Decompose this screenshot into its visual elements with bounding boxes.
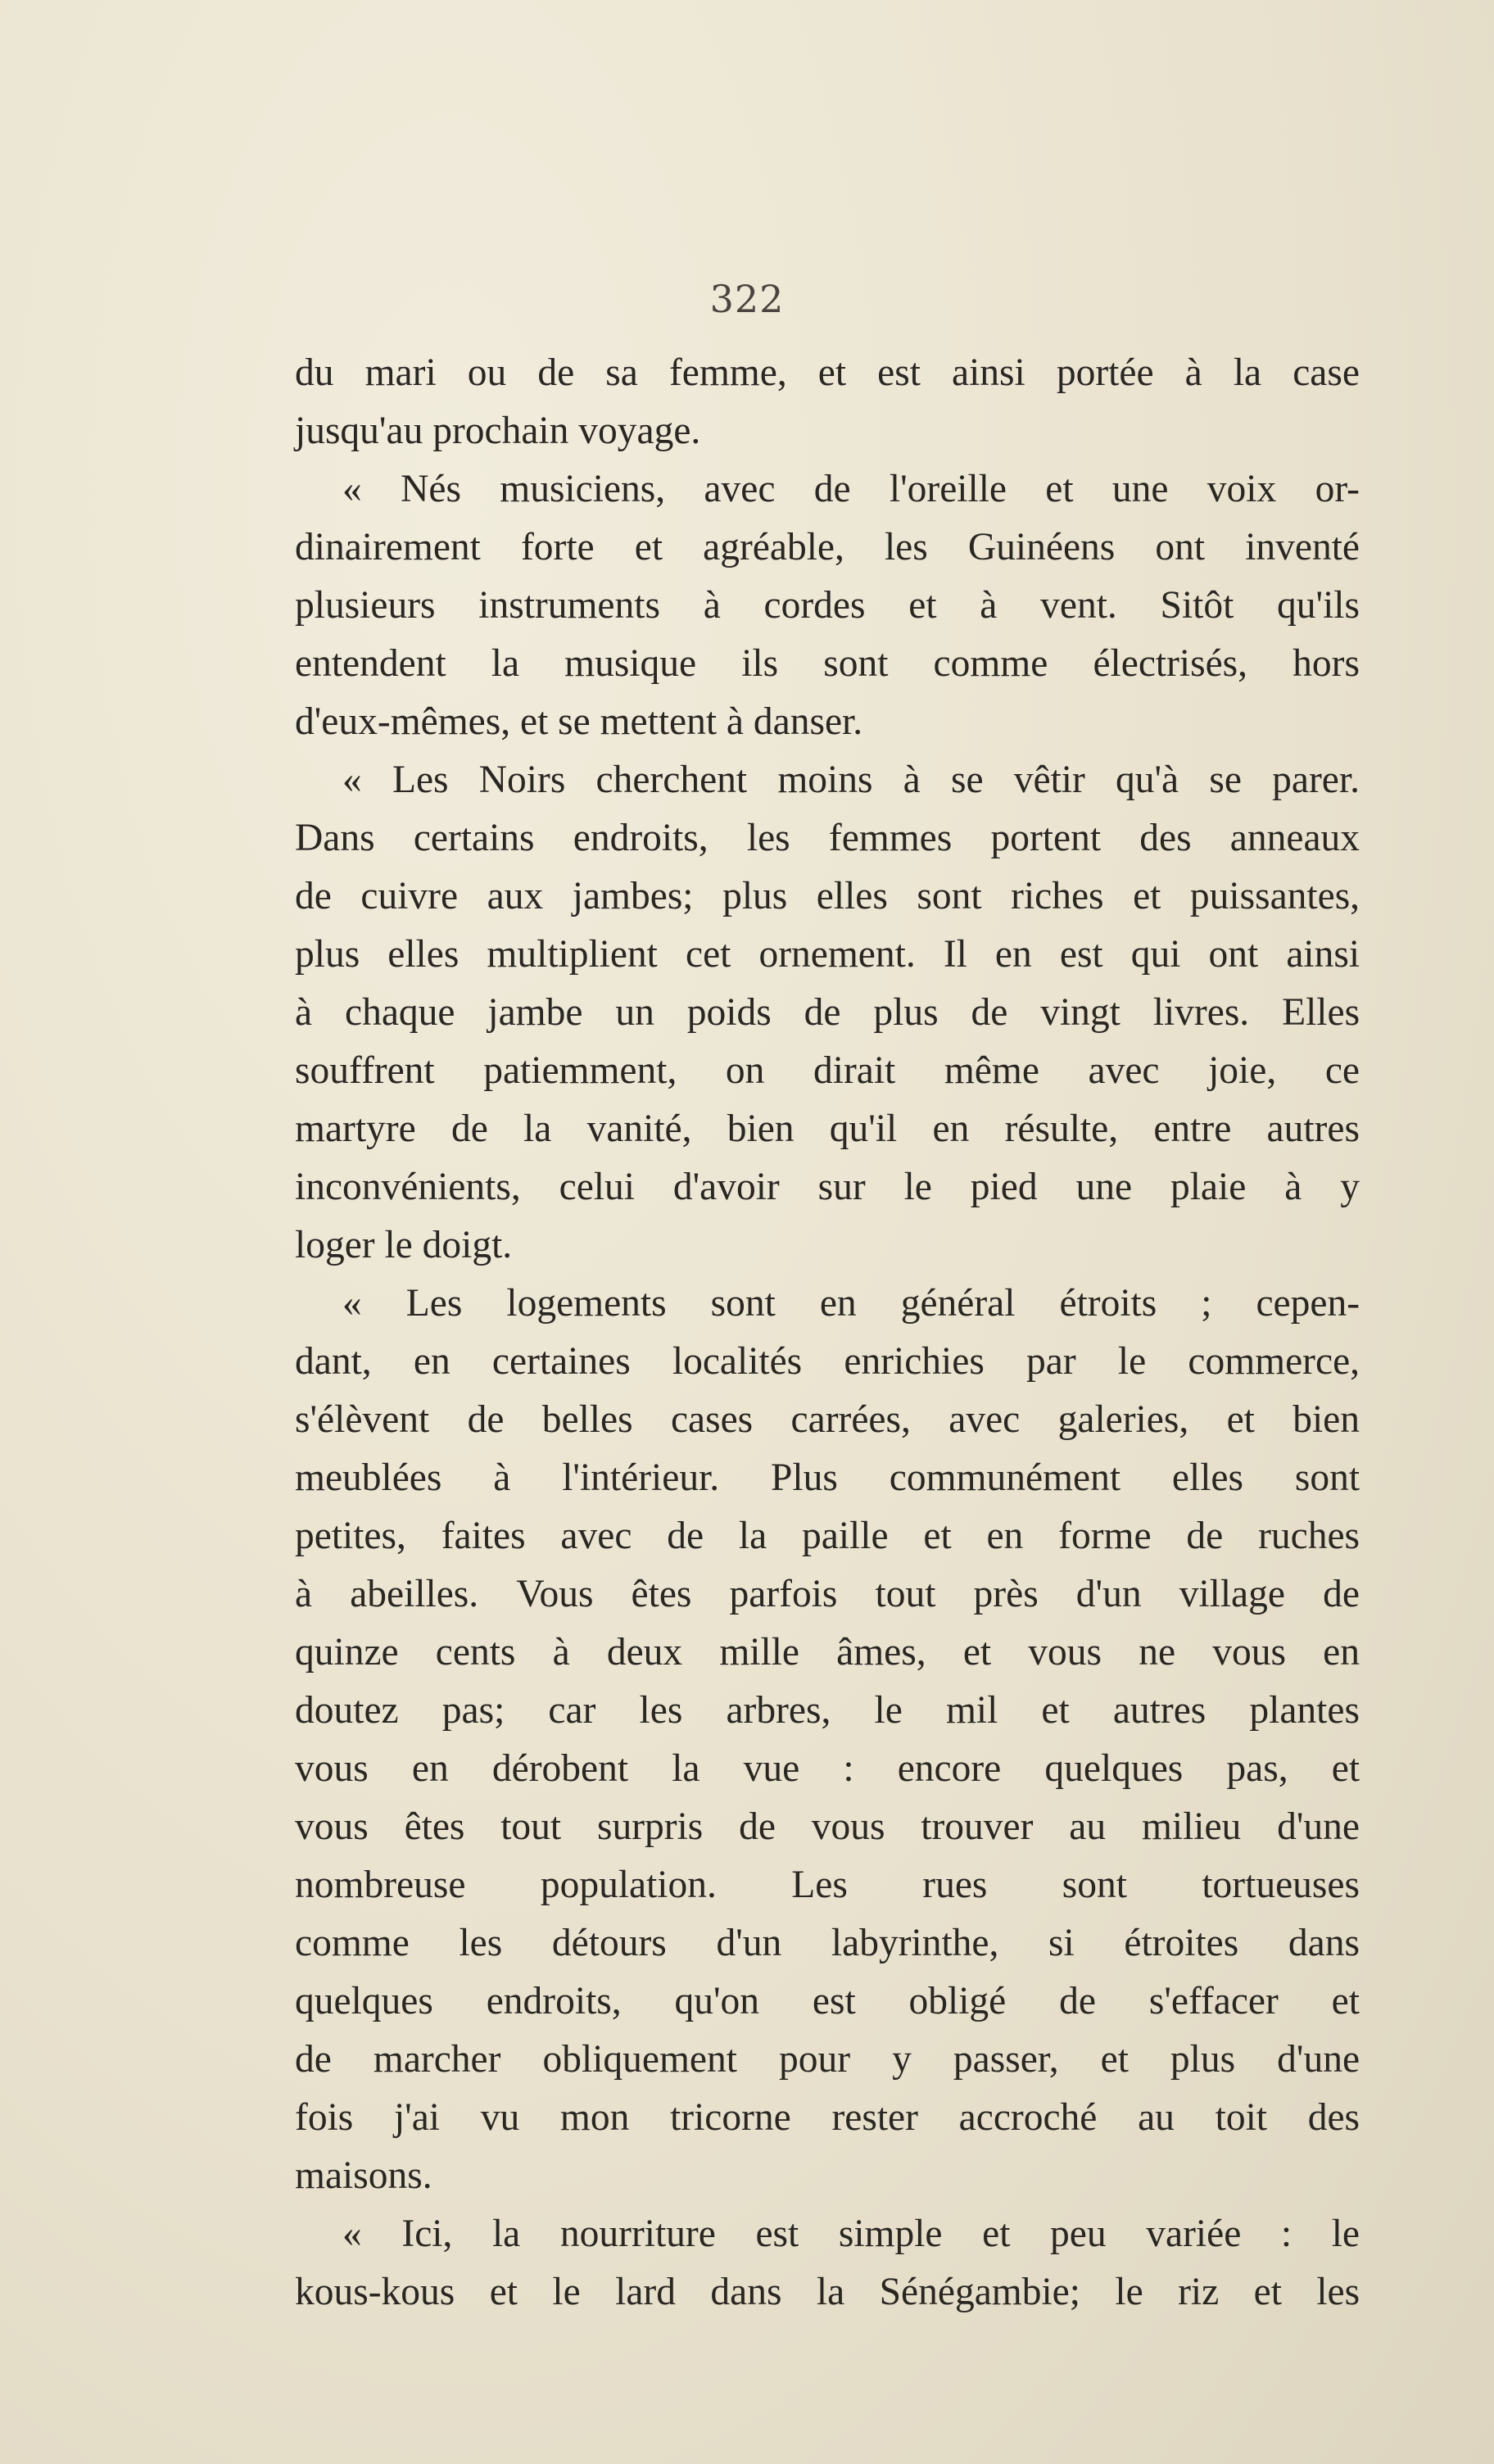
text-line: à chaque jambe un poids de plus de vingt livres. Elles — [295, 991, 1360, 1034]
text-line: inconvénients, celui d'avoir sur le pied une plaie à y — [295, 1166, 1360, 1208]
text-line: fois j'ai vu mon tricorne rester accroché au toit des — [295, 2096, 1360, 2139]
text-line: comme les détours d'un labyrinthe, si étroites dans — [295, 1922, 1360, 1964]
body-text — [295, 344, 1360, 2321]
text-line: plus elles multiplient cet ornement. Il en est qui ont ainsi — [295, 933, 1360, 976]
text-line: kous-kous et le lard dans la Sénégambie; le riz et les — [295, 2271, 1360, 2313]
text-line: quelques endroits, qu'on est obligé de s'effacer et — [295, 1980, 1360, 2022]
text-line: de cuivre aux jambes; plus elles sont riches et puissantes, — [295, 875, 1360, 917]
text-line: maisons. — [295, 2154, 432, 2197]
text-line: « Nés musiciens, avec de l'oreille et une voix or- — [342, 468, 1360, 510]
text-line: souffrent patiemment, on dirait même avec joie, ce — [295, 1049, 1360, 1092]
text-line: plusieurs instruments à cordes et à vent. Sitôt qu'ils — [295, 584, 1360, 627]
text-line: Dans certains endroits, les femmes portent des anneaux — [295, 817, 1360, 859]
text-line: doutez pas; car les arbres, le mil et autres plantes — [295, 1689, 1360, 1732]
text-line: quinze cents à deux mille âmes, et vous ne vous en — [295, 1631, 1360, 1674]
text-line: jusqu'au prochain voyage. — [295, 410, 701, 452]
text-line: meublées à l'intérieur. Plus communément elles sont — [295, 1456, 1360, 1499]
text-line: dinairement forte et agréable, les Guinéens ont inventé — [295, 526, 1360, 568]
text-line: martyre de la vanité, bien qu'il en résulte, entre autres — [295, 1107, 1360, 1150]
text-line: nombreuse population. Les rues sont tortueuses — [295, 1864, 1360, 1906]
text-line: du mari ou de sa femme, et est ainsi portée à la case — [295, 351, 1360, 394]
text-line: « Les Noirs cherchent moins à se vêtir qu'à se parer. — [342, 759, 1360, 801]
text-line: « Ici, la nourriture est simple et peu variée : le — [342, 2213, 1360, 2255]
text-line: à abeilles. Vous êtes parfois tout près d'un village de — [295, 1573, 1360, 1615]
text-line: de marcher obliquement pour y passer, et plus d'une — [295, 2038, 1360, 2081]
text-line: d'eux-mêmes, et se mettent à danser. — [295, 700, 863, 743]
page-number: 322 — [709, 277, 785, 321]
text-line: entendent la musique ils sont comme électrisés, hors — [295, 642, 1360, 685]
text-line: vous êtes tout surpris de vous trouver au milieu d'une — [295, 1805, 1360, 1848]
text-line: loger le doigt. — [295, 1224, 513, 1266]
text-line: dant, en certaines localités enrichies par le commerce, — [295, 1340, 1360, 1383]
text-line: « Les logements sont en général étroits ; cepen- — [342, 1282, 1360, 1325]
text-line: petites, faites avec de la paille et en forme de ruches — [295, 1515, 1360, 1557]
text-line: s'élèvent de belles cases carrées, avec galeries, et bien — [295, 1398, 1360, 1441]
text-line: vous en dérobent la vue : encore quelques pas, et — [295, 1747, 1360, 1790]
